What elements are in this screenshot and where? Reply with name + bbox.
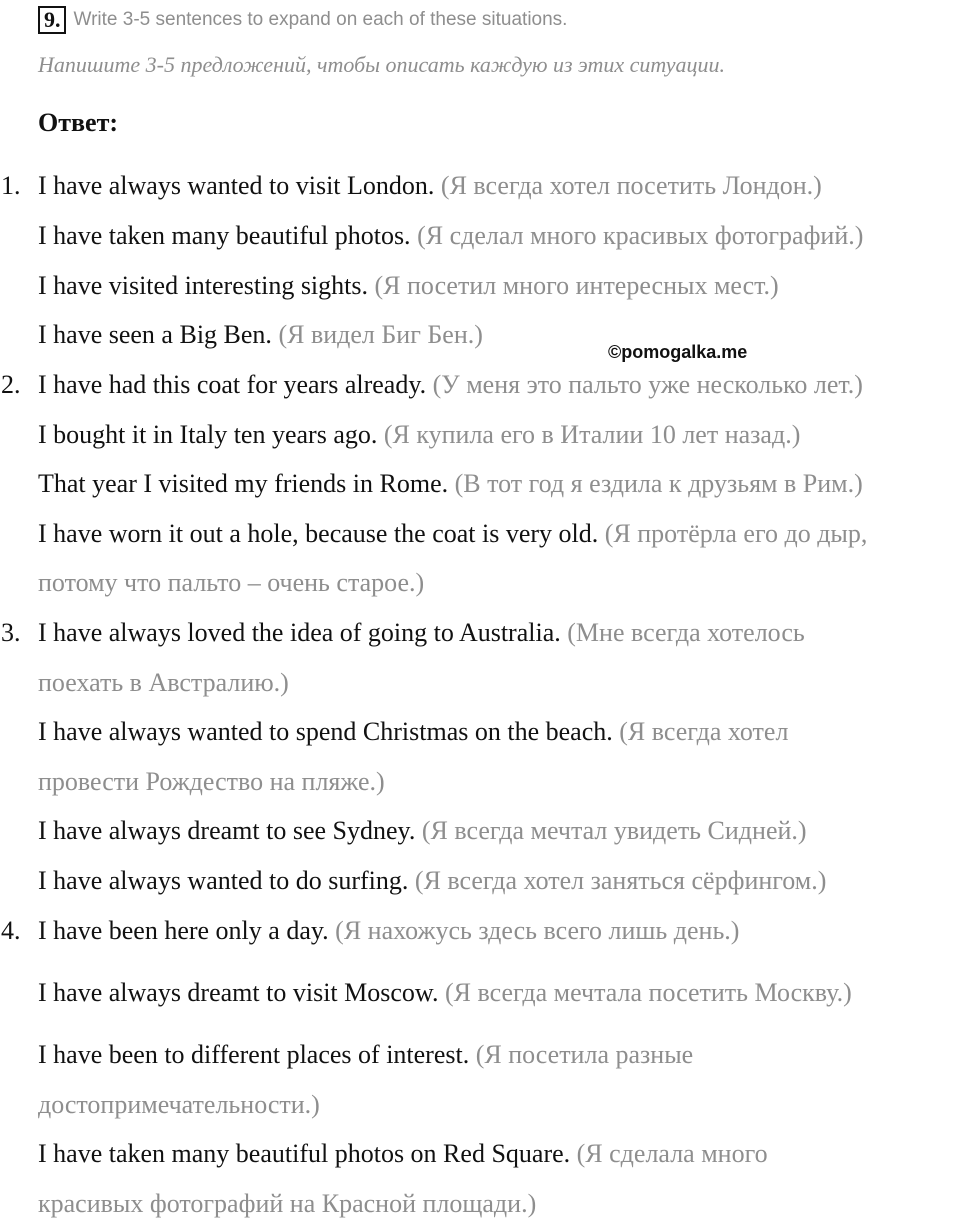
english-sentence: I have always dreamt to see Sydney. xyxy=(38,816,416,845)
english-sentence: I have worn it out a hole, because the coat is very old. xyxy=(38,519,599,548)
english-sentence: I have taken many beautiful photos. xyxy=(38,221,411,250)
item-3-line-4 xyxy=(38,865,826,897)
item-4-line-4-continued xyxy=(38,1188,536,1220)
russian-translation: (Я нахожусь здесь всего лишь день.) xyxy=(335,916,740,945)
russian-translation: красивых фотографий на Красной площади.) xyxy=(38,1189,537,1218)
english-sentence: I have always loved the idea of going to Australia. xyxy=(38,618,561,647)
russian-translation: (Я сделала много xyxy=(576,1139,768,1168)
russian-translation: поехать в Австралию.) xyxy=(38,668,289,697)
russian-translation: (Я всегда мечтала посетить Москву.) xyxy=(445,978,852,1007)
russian-translation: провести Рождество на пляже.) xyxy=(38,767,385,796)
task-instruction: Write 3-5 sentences to expand on each of these situations. xyxy=(73,9,568,30)
english-sentence: I have taken many beautiful photos on Red Square. xyxy=(38,1139,571,1168)
english-sentence: I have seen a Big Ben. xyxy=(38,320,272,349)
english-sentence: I have always wanted to do surfing. xyxy=(38,866,409,895)
item-3-line-2 xyxy=(38,716,788,748)
item-2-line-3 xyxy=(38,468,863,500)
russian-translation: потому что пальто – очень старое.) xyxy=(38,568,425,597)
russian-translation: (В тот год я ездила к друзьям в Рим.) xyxy=(454,469,863,498)
russian-translation: (Я всегда хотел посетить Лондон.) xyxy=(440,171,822,200)
item-4-line-3 xyxy=(38,1039,693,1071)
english-sentence: I have been here only a day. xyxy=(38,916,329,945)
english-sentence: I have always wanted to visit London. xyxy=(38,171,435,200)
russian-translation: (Я сделал много красивых фотографий.) xyxy=(417,221,864,250)
item-3-line-3 xyxy=(38,815,807,847)
russian-translation: (Я всегда мечтал увидеть Сидней.) xyxy=(421,816,807,845)
item-2-line-4 xyxy=(38,518,867,550)
russian-translation: (Я видел Биг Бен.) xyxy=(278,320,483,349)
item-number: 4. xyxy=(1,916,21,945)
item-2-line-2 xyxy=(38,419,800,451)
task-translation: Напишите 3-5 предложений, чтобы описать каждую из этих ситуации. xyxy=(38,52,725,77)
item-1-line-1 xyxy=(1,170,822,202)
english-sentence: I bought it in Italy ten years ago. xyxy=(38,420,378,449)
item-number: 3. xyxy=(1,618,21,647)
english-sentence: I have been to different places of interest. xyxy=(38,1040,470,1069)
english-sentence: I have visited interesting sights. xyxy=(38,271,369,300)
russian-translation: (Мне всегда хотелось xyxy=(567,618,805,647)
item-3-line-1 xyxy=(1,617,805,649)
russian-translation: (Я купила его в Италии 10 лет назад.) xyxy=(383,420,801,449)
answer-label: Ответ: xyxy=(38,108,119,137)
item-4-line-1 xyxy=(1,915,740,947)
item-1-line-4 xyxy=(38,319,483,351)
russian-translation: (Я всегда хотел xyxy=(619,717,789,746)
item-1-line-3 xyxy=(38,270,779,302)
english-sentence: I have had this coat for years already. xyxy=(38,370,427,399)
item-4-line-4 xyxy=(38,1138,768,1170)
item-4-line-3-continued xyxy=(38,1089,320,1121)
watermark: ©pomogalka.me xyxy=(608,342,748,362)
russian-translation: (Я протёрла его до дыр, xyxy=(604,519,868,548)
english-sentence: That year I visited my friends in Rome. xyxy=(38,469,449,498)
russian-translation: (Я посетил много интересных мест.) xyxy=(374,271,779,300)
russian-translation: (Я всегда хотел заняться сёрфингом.) xyxy=(414,866,827,895)
item-3-line-2-continued xyxy=(38,766,385,798)
item-3-line-1-continued xyxy=(38,667,289,699)
item-number: 2. xyxy=(1,370,21,399)
task-header xyxy=(38,5,567,35)
russian-translation: достопримечательности.) xyxy=(38,1090,320,1119)
item-2-line-1 xyxy=(1,369,863,401)
item-1-line-2 xyxy=(38,220,863,252)
task-number-box: 9. xyxy=(38,6,66,34)
english-sentence: I have always dreamt to visit Moscow. xyxy=(38,978,439,1007)
item-number: 1. xyxy=(1,171,21,200)
item-2-line-4-continued xyxy=(38,567,424,599)
russian-translation: (У меня это пальто уже несколько лет.) xyxy=(432,370,863,399)
russian-translation: (Я посетила разные xyxy=(475,1040,694,1069)
item-4-line-2 xyxy=(38,977,852,1009)
english-sentence: I have always wanted to spend Christmas on the beach. xyxy=(38,717,613,746)
